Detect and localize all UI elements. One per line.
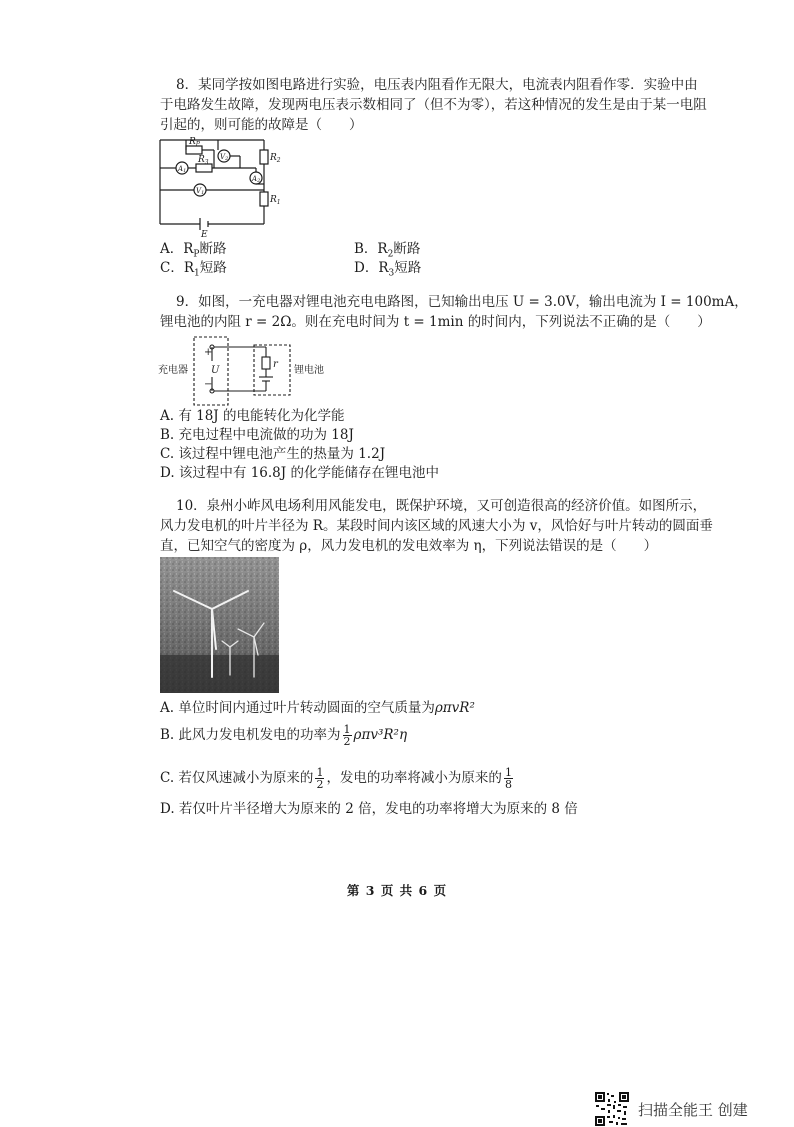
q9-option-b[interactable]: B. 充电过程中电流做的功为 18J xyxy=(160,427,354,443)
svg-text:R2: $R_2$ xyxy=(270,153,281,164)
svg-text:r: r xyxy=(273,359,278,370)
q10-option-d[interactable]: D. 若仅叶片半径增大为原来的 2 倍，发电的功率将增大为原来的 8 倍 xyxy=(160,801,578,817)
q10-option-a[interactable]: A. 单位时间内通过叶片转动圆面的空气质量为ρπvR² xyxy=(160,700,475,716)
svg-text:R1: $R_1$ xyxy=(270,195,281,206)
q10-line-2: 风力发电机的叶片半径为 R。某段时间内该区域的风速大小为 v，风恰好与叶片转动的圆面垂 xyxy=(160,518,713,534)
q8-line-2: 于电路发生故障，发现两电压表示数相同了（但不为零），若这种情况的发生是由于某一电阻 xyxy=(160,97,707,113)
q8-option-a[interactable]: A．$R_P$断路 xyxy=(160,241,227,260)
q9-line-1: 9．如图，一充电器对锂电池充电电路图，已知输出电压 U = 3.0V，输出电流为 I = 100mA， xyxy=(176,294,748,310)
q9-line-2: 锂电池的内阻 r = 2Ω。则在充电时间为 t = 1min 的时间内，下列说法不正确的是（ ） xyxy=(160,314,711,330)
page-footer: 第 3 页 共 6 页 xyxy=(346,883,448,898)
wind-turbine-photo xyxy=(160,557,279,693)
q9-option-c[interactable]: C. 该过程中锂电池产生的热量为 1.2J xyxy=(160,446,386,462)
q10-line-1: 10．泉州小岞风电场利用风能发电，既保护环境，又可创造很高的经济价值。如图所示， xyxy=(176,498,707,514)
q9-option-a[interactable]: A. 有 18J 的电能转化为化学能 xyxy=(160,408,345,424)
svg-text:V2: V2 xyxy=(220,153,229,162)
svg-text:充电器: 充电器 xyxy=(158,365,188,376)
q8-option-b[interactable]: B．$R_2$断路 xyxy=(354,241,421,260)
q9-charging-diagram xyxy=(156,333,346,409)
svg-text:E: E xyxy=(201,230,208,238)
scanner-watermark xyxy=(594,1091,774,1127)
q8-option-d[interactable]: D．$R_3$短路 xyxy=(354,260,422,279)
q9-option-d[interactable]: D. 该过程中有 16.8J 的化学能储存在锂电池中 xyxy=(160,465,439,481)
svg-text:−: − xyxy=(204,379,213,390)
q8-circuit-diagram xyxy=(156,130,286,238)
svg-text:V1: V1 xyxy=(196,187,205,196)
svg-text:A1: A1 xyxy=(178,165,187,174)
svg-text:RP: $R_P$ xyxy=(189,137,200,148)
watermark-text: 扫描全能王 创建 xyxy=(638,1101,748,1119)
q8-line-3: 引起的，则可能的故障是（ ） xyxy=(160,117,363,133)
q10-option-b[interactable]: B. 此风力发电机发电的功率为 $\frac{1}{2}$ ρπv³R²η xyxy=(160,723,408,748)
q8-option-c[interactable]: C．$R_1$短路 xyxy=(160,260,227,279)
q10-option-c[interactable]: C. 若仅风速减小为原来的 $\frac{1}{2}$ ，发电的功率将减小为原来的 $\frac{1}{8}$ xyxy=(160,766,512,791)
q8-line-1: 8．某同学按如图电路进行实验，电压表内阻看作无限大，电流表内阻看作零．实验中由 xyxy=(176,77,698,93)
qr-code-icon xyxy=(594,1091,630,1127)
svg-text:+: + xyxy=(204,347,213,358)
svg-text:U: U xyxy=(211,365,220,376)
q10-line-3: 直，已知空气的密度为 ρ，风力发电机的发电效率为 η，下列说法错误的是（ ） xyxy=(160,538,658,554)
svg-text:A2: A2 xyxy=(252,175,261,184)
svg-text:锂电池: 锂电池 xyxy=(294,365,324,376)
svg-text:R3: $R_3$ xyxy=(198,155,209,166)
